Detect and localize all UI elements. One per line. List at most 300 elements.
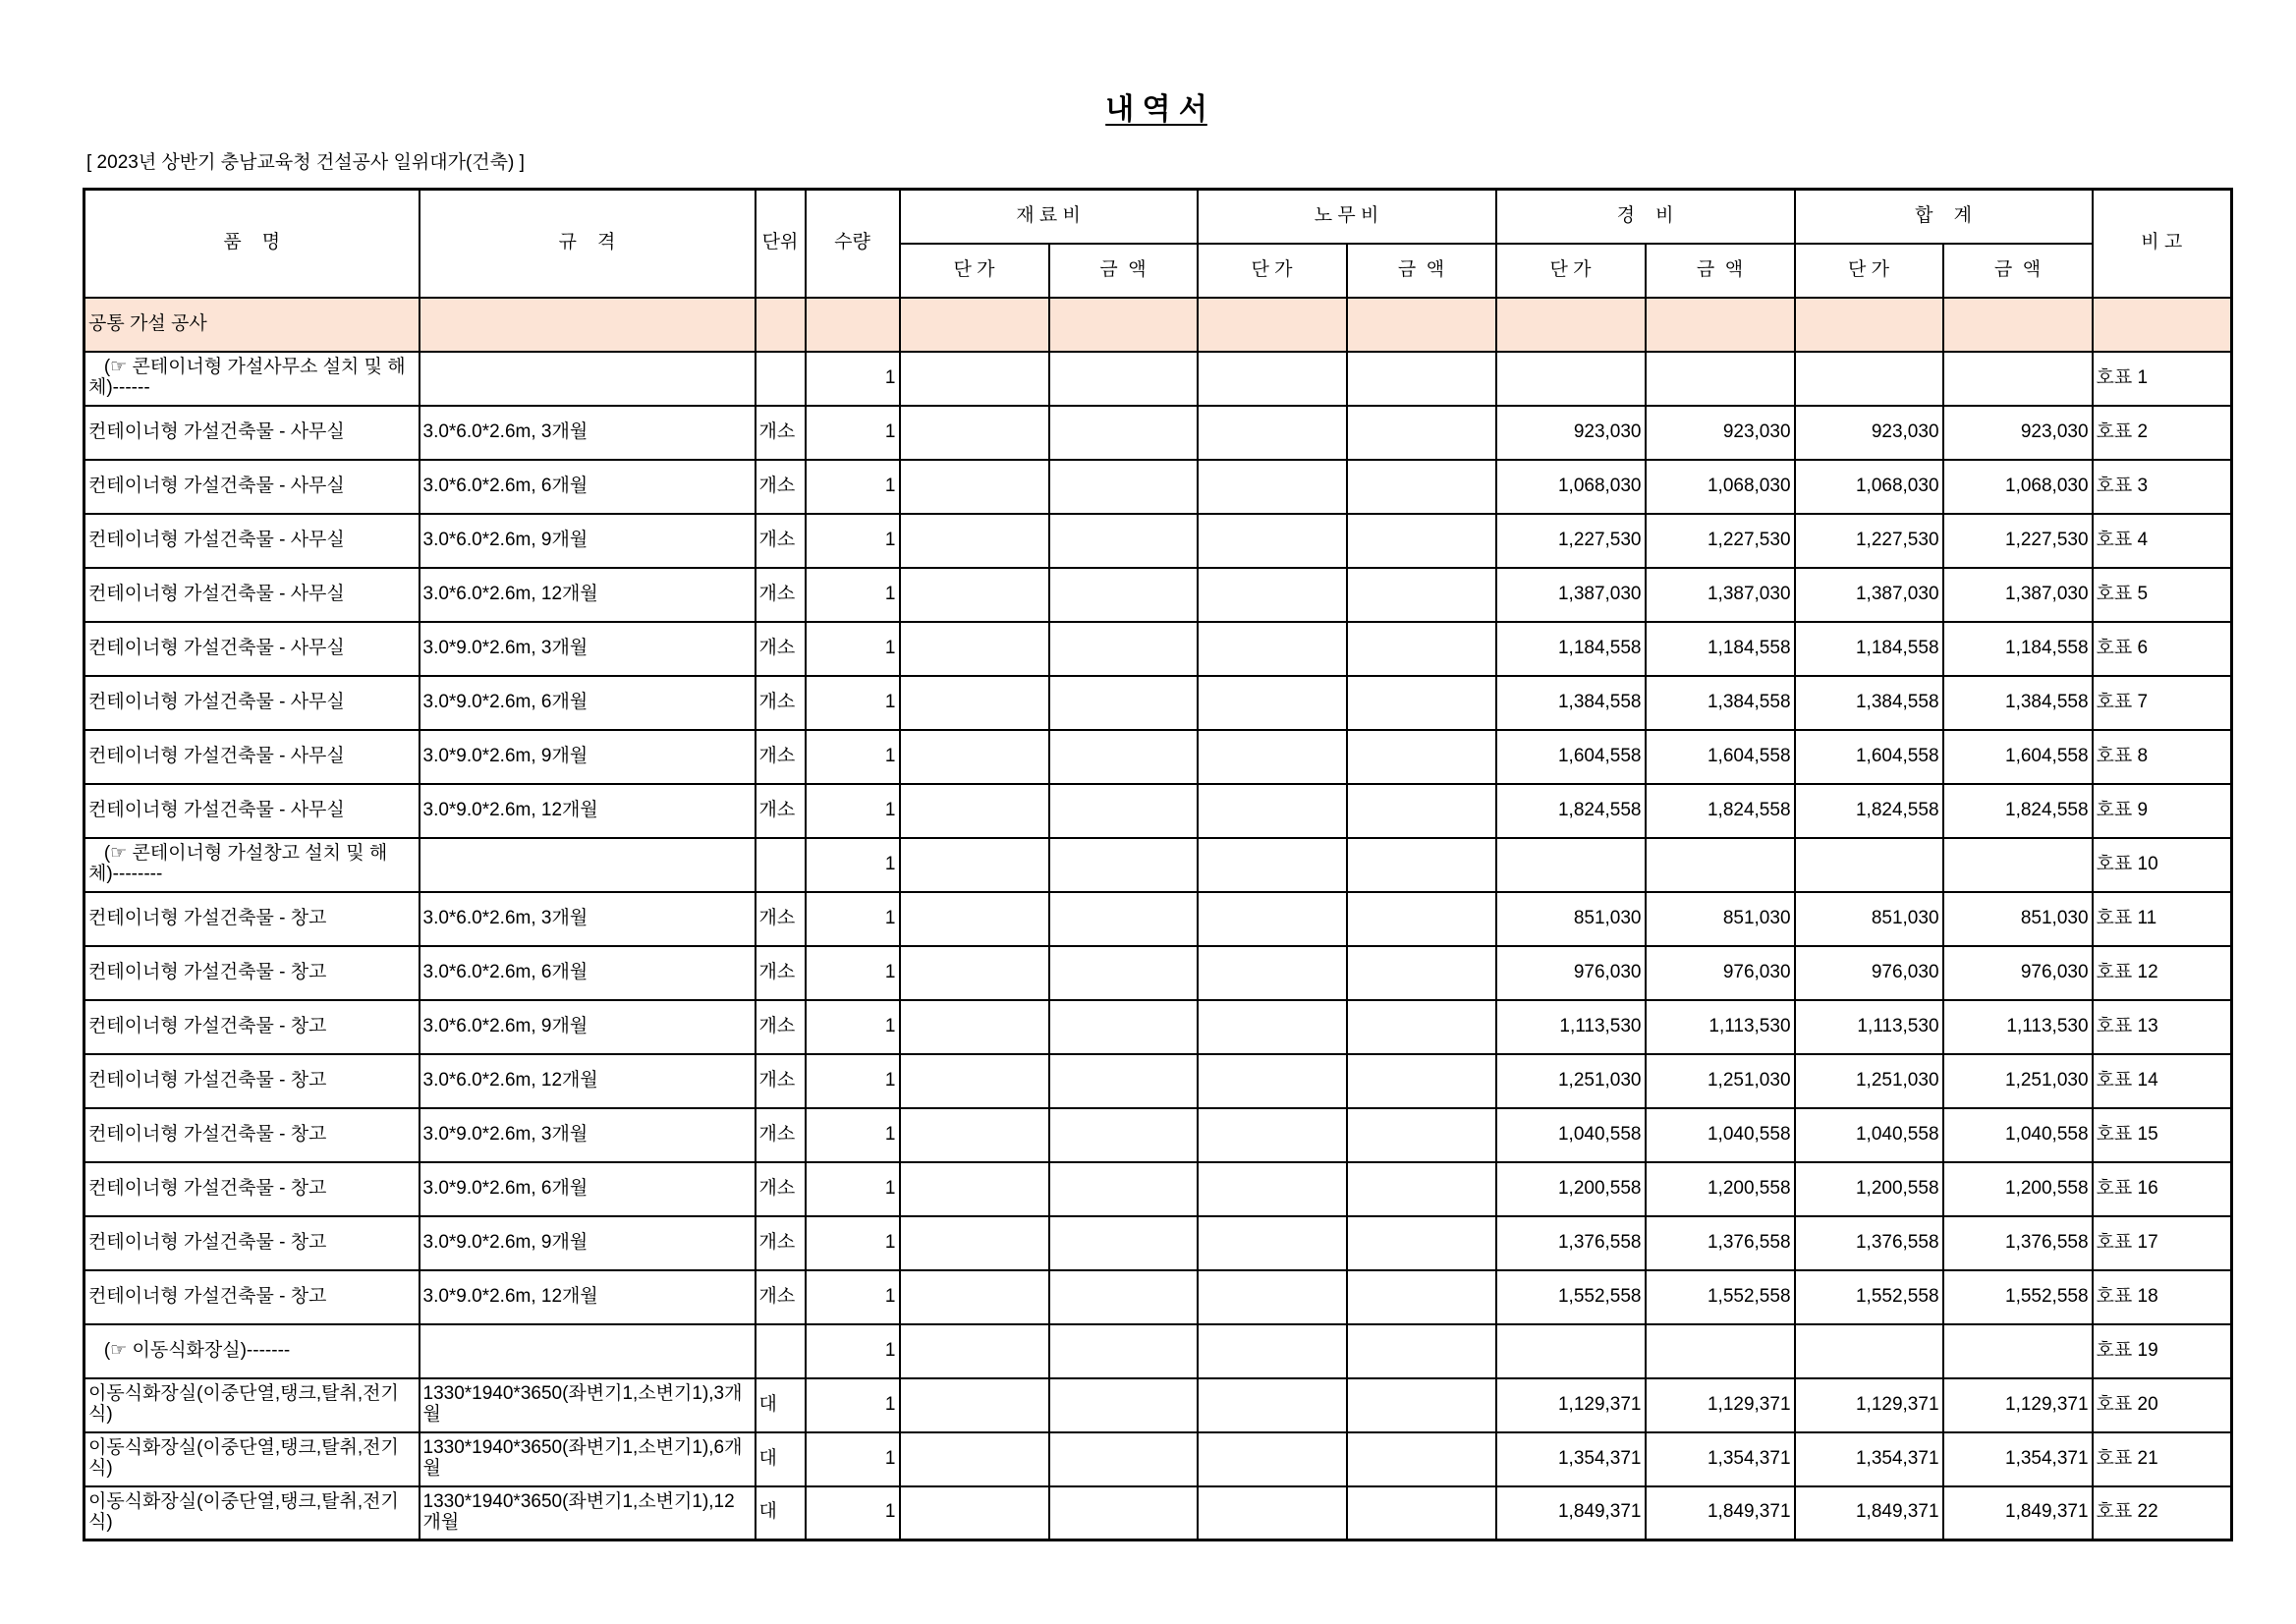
header-name: 품 명: [84, 190, 420, 298]
cell-name: 컨테이너형 가설건축물 - 창고: [84, 1108, 420, 1162]
cell-expense-amount: 1,849,371: [1646, 1486, 1795, 1540]
cell-total-amount: 1,040,558: [1943, 1108, 2093, 1162]
cell-material-price: [900, 1054, 1049, 1108]
cell-total-price: 851,030: [1795, 892, 1943, 946]
cell-expense-amount: 1,387,030: [1646, 568, 1795, 622]
table-row: [84, 514, 2232, 568]
cell-unit: [756, 1324, 806, 1378]
section-title: 공통 가설 공사: [84, 298, 420, 352]
header-unit: 단위: [756, 190, 806, 298]
cell-labor-price: [1198, 676, 1347, 730]
cell-expense-price: 1,376,558: [1496, 1216, 1646, 1270]
cell-remark: 호표 1: [2093, 352, 2232, 406]
cell-expense-amount: [1646, 352, 1795, 406]
cell-unit: [756, 352, 806, 406]
cell-remark: 호표 16: [2093, 1162, 2232, 1216]
cell-expense-price: [1496, 352, 1646, 406]
section-cell: [1347, 298, 1496, 352]
cell-expense-price: 1,849,371: [1496, 1486, 1646, 1540]
cell-labor-price: [1198, 784, 1347, 838]
cell-unit: 개소: [756, 1054, 806, 1108]
cell-material-amount: [1049, 1000, 1198, 1054]
cell-qty: 1: [806, 1324, 900, 1378]
cell-labor-price: [1198, 1162, 1347, 1216]
cell-labor-price: [1198, 1270, 1347, 1324]
cell-name: 컨테이너형 가설건축물 - 창고: [84, 1216, 420, 1270]
cell-expense-price: [1496, 838, 1646, 892]
cell-material-price: [900, 1162, 1049, 1216]
cell-material-amount: [1049, 1108, 1198, 1162]
cell-name: 컨테이너형 가설건축물 - 사무실: [84, 730, 420, 784]
cell-name: 컨테이너형 가설건축물 - 사무실: [84, 676, 420, 730]
cell-labor-price: [1198, 352, 1347, 406]
table-row: [84, 1162, 2232, 1216]
cell-total-price: [1795, 352, 1943, 406]
cell-labor-price: [1198, 1486, 1347, 1540]
cell-spec: [420, 1324, 756, 1378]
cell-expense-amount: 923,030: [1646, 406, 1795, 460]
cell-expense-price: 1,129,371: [1496, 1378, 1646, 1432]
cell-name: 이동식화장실(이중단열,탱크,탈취,전기식): [84, 1432, 420, 1486]
cell-material-price: [900, 1324, 1049, 1378]
cell-remark: 호표 2: [2093, 406, 2232, 460]
cell-spec: 3.0*9.0*2.6m, 9개월: [420, 1216, 756, 1270]
cell-name: (☞ 콘테이너형 가설사무소 설치 및 해체)------: [84, 352, 420, 406]
cell-material-amount: [1049, 568, 1198, 622]
cell-remark: 호표 7: [2093, 676, 2232, 730]
header-total-unit-price: 단 가: [1795, 244, 1943, 298]
cell-labor-amount: [1347, 514, 1496, 568]
cell-expense-amount: 1,824,558: [1646, 784, 1795, 838]
header-expense-amount: 금 액: [1646, 244, 1795, 298]
cell-total-amount: 1,251,030: [1943, 1054, 2093, 1108]
cell-labor-amount: [1347, 568, 1496, 622]
cell-total-price: 1,384,558: [1795, 676, 1943, 730]
cell-total-amount: 1,824,558: [1943, 784, 2093, 838]
cell-material-price: [900, 946, 1049, 1000]
cell-material-amount: [1049, 514, 1198, 568]
cell-spec: 3.0*6.0*2.6m, 6개월: [420, 946, 756, 1000]
cell-name: 컨테이너형 가설건축물 - 사무실: [84, 514, 420, 568]
cell-labor-amount: [1347, 730, 1496, 784]
cell-total-amount: 1,849,371: [1943, 1486, 2093, 1540]
cell-unit: 개소: [756, 568, 806, 622]
table-row: [84, 1270, 2232, 1324]
cell-name: 이동식화장실(이중단열,탱크,탈취,전기식): [84, 1378, 420, 1432]
cell-remark: 호표 17: [2093, 1216, 2232, 1270]
header-qty: 수량: [806, 190, 900, 298]
cell-qty: 1: [806, 514, 900, 568]
header-labor: 노 무 비: [1198, 190, 1496, 244]
cell-material-price: [900, 892, 1049, 946]
cell-total-price: 1,184,558: [1795, 622, 1943, 676]
cell-expense-price: 1,251,030: [1496, 1054, 1646, 1108]
cell-total-amount: 851,030: [1943, 892, 2093, 946]
cell-expense-amount: 1,376,558: [1646, 1216, 1795, 1270]
cell-total-price: 1,040,558: [1795, 1108, 1943, 1162]
cell-expense-amount: [1646, 838, 1795, 892]
cell-labor-price: [1198, 1000, 1347, 1054]
cell-labor-price: [1198, 406, 1347, 460]
cell-material-amount: [1049, 1378, 1198, 1432]
cell-labor-price: [1198, 460, 1347, 514]
cell-total-amount: 1,200,558: [1943, 1162, 2093, 1216]
header-material-amount: 금 액: [1049, 244, 1198, 298]
cell-labor-price: [1198, 1054, 1347, 1108]
cell-qty: 1: [806, 838, 900, 892]
cell-material-amount: [1049, 892, 1198, 946]
cell-unit: 개소: [756, 730, 806, 784]
cell-expense-amount: 851,030: [1646, 892, 1795, 946]
cell-material-amount: [1049, 730, 1198, 784]
cell-spec: 1330*1940*3650(좌변기1,소변기1),6개월: [420, 1432, 756, 1486]
table-row: [84, 1000, 2232, 1054]
cell-name: 컨테이너형 가설건축물 - 사무실: [84, 406, 420, 460]
cell-qty: 1: [806, 1432, 900, 1486]
table-row: [84, 1486, 2232, 1540]
cell-total-amount: 1,354,371: [1943, 1432, 2093, 1486]
cell-material-amount: [1049, 1216, 1198, 1270]
table-row: [84, 622, 2232, 676]
header-labor-unit-price: 단 가: [1198, 244, 1347, 298]
cell-unit: 대: [756, 1378, 806, 1432]
cost-breakdown-table: [83, 188, 2233, 1541]
cell-qty: 1: [806, 1000, 900, 1054]
section-cell: [1943, 298, 2093, 352]
section-cell: [1049, 298, 1198, 352]
cell-material-amount: [1049, 1270, 1198, 1324]
cell-labor-amount: [1347, 406, 1496, 460]
section-cell: [420, 298, 756, 352]
cell-unit: 개소: [756, 892, 806, 946]
cell-labor-price: [1198, 838, 1347, 892]
cell-spec: 1330*1940*3650(좌변기1,소변기1),12개월: [420, 1486, 756, 1540]
cell-labor-price: [1198, 892, 1347, 946]
cell-qty: 1: [806, 1108, 900, 1162]
header-expense-unit-price: 단 가: [1496, 244, 1646, 298]
cell-total-price: 1,068,030: [1795, 460, 1943, 514]
cell-total-price: 1,376,558: [1795, 1216, 1943, 1270]
cell-total-amount: 923,030: [1943, 406, 2093, 460]
table-row: [84, 730, 2232, 784]
cell-expense-amount: 1,068,030: [1646, 460, 1795, 514]
header-expense: 경 비: [1496, 190, 1795, 244]
cell-unit: 개소: [756, 676, 806, 730]
cell-total-price: 1,227,530: [1795, 514, 1943, 568]
header-material-unit-price: 단 가: [900, 244, 1049, 298]
cell-total-price: [1795, 838, 1943, 892]
cell-qty: 1: [806, 784, 900, 838]
cell-material-price: [900, 622, 1049, 676]
cell-qty: 1: [806, 676, 900, 730]
cell-unit: 개소: [756, 1270, 806, 1324]
cell-labor-amount: [1347, 460, 1496, 514]
header-remark: 비 고: [2093, 190, 2232, 298]
cell-expense-amount: 1,184,558: [1646, 622, 1795, 676]
cell-qty: 1: [806, 892, 900, 946]
cell-expense-price: 1,552,558: [1496, 1270, 1646, 1324]
cell-total-price: 1,604,558: [1795, 730, 1943, 784]
cell-expense-amount: 1,040,558: [1646, 1108, 1795, 1162]
cell-name: 컨테이너형 가설건축물 - 사무실: [84, 568, 420, 622]
cell-remark: 호표 8: [2093, 730, 2232, 784]
section-cell: [806, 298, 900, 352]
cell-labor-price: [1198, 946, 1347, 1000]
cell-labor-price: [1198, 1378, 1347, 1432]
section-cell: [2093, 298, 2232, 352]
table-row: [84, 676, 2232, 730]
cell-material-price: [900, 838, 1049, 892]
cell-labor-amount: [1347, 1000, 1496, 1054]
header-labor-amount: 금 액: [1347, 244, 1496, 298]
cell-name: 컨테이너형 가설건축물 - 창고: [84, 1054, 420, 1108]
cell-spec: 3.0*6.0*2.6m, 6개월: [420, 460, 756, 514]
cell-material-price: [900, 352, 1049, 406]
cell-material-amount: [1049, 784, 1198, 838]
cell-total-amount: 1,604,558: [1943, 730, 2093, 784]
cell-remark: 호표 6: [2093, 622, 2232, 676]
cell-labor-amount: [1347, 1108, 1496, 1162]
cell-spec: 3.0*6.0*2.6m, 9개월: [420, 1000, 756, 1054]
section-cell: [756, 298, 806, 352]
cell-spec: 3.0*9.0*2.6m, 12개월: [420, 1270, 756, 1324]
cell-total-price: 1,129,371: [1795, 1378, 1943, 1432]
cell-material-amount: [1049, 1054, 1198, 1108]
cell-total-amount: 1,068,030: [1943, 460, 2093, 514]
cell-name: 컨테이너형 가설건축물 - 사무실: [84, 622, 420, 676]
cell-remark: 호표 13: [2093, 1000, 2232, 1054]
table-row: [84, 838, 2232, 892]
cell-material-amount: [1049, 1162, 1198, 1216]
cell-expense-price: 1,200,558: [1496, 1162, 1646, 1216]
cell-labor-amount: [1347, 1054, 1496, 1108]
cell-name: 컨테이너형 가설건축물 - 창고: [84, 892, 420, 946]
cell-labor-amount: [1347, 784, 1496, 838]
cell-expense-amount: 1,200,558: [1646, 1162, 1795, 1216]
cell-name: (☞ 콘테이너형 가설창고 설치 및 해체)--------: [84, 838, 420, 892]
cell-spec: 3.0*6.0*2.6m, 12개월: [420, 1054, 756, 1108]
table-row: [84, 1324, 2232, 1378]
cell-labor-price: [1198, 622, 1347, 676]
table-row: [84, 1054, 2232, 1108]
cell-name: 컨테이너형 가설건축물 - 창고: [84, 1162, 420, 1216]
cell-material-price: [900, 568, 1049, 622]
cell-material-amount: [1049, 622, 1198, 676]
cell-labor-amount: [1347, 1432, 1496, 1486]
cell-remark: 호표 11: [2093, 892, 2232, 946]
cell-total-amount: 1,184,558: [1943, 622, 2093, 676]
item-rows: [84, 352, 2232, 1540]
cell-material-price: [900, 1378, 1049, 1432]
cell-total-amount: 1,384,558: [1943, 676, 2093, 730]
cell-name: (☞ 이동식화장실)-------: [84, 1324, 420, 1378]
cell-material-price: [900, 514, 1049, 568]
cell-remark: 호표 3: [2093, 460, 2232, 514]
cell-total-price: 1,552,558: [1795, 1270, 1943, 1324]
cell-unit: [756, 838, 806, 892]
cell-spec: 3.0*6.0*2.6m, 9개월: [420, 514, 756, 568]
cell-material-price: [900, 406, 1049, 460]
cell-qty: 1: [806, 406, 900, 460]
cell-unit: 개소: [756, 946, 806, 1000]
cell-material-amount: [1049, 946, 1198, 1000]
cell-unit: 개소: [756, 1000, 806, 1054]
cell-labor-amount: [1347, 1378, 1496, 1432]
cell-labor-price: [1198, 1324, 1347, 1378]
cell-name: 컨테이너형 가설건축물 - 창고: [84, 946, 420, 1000]
cell-spec: 3.0*9.0*2.6m, 6개월: [420, 1162, 756, 1216]
cell-remark: 호표 21: [2093, 1432, 2232, 1486]
table-row: [84, 1216, 2232, 1270]
header-row-1: [84, 190, 2232, 244]
cell-qty: 1: [806, 460, 900, 514]
cell-material-price: [900, 676, 1049, 730]
cell-total-amount: 1,376,558: [1943, 1216, 2093, 1270]
header-spec: 규 격: [420, 190, 756, 298]
cell-total-amount: 1,552,558: [1943, 1270, 2093, 1324]
cell-unit: 개소: [756, 406, 806, 460]
cell-expense-price: 976,030: [1496, 946, 1646, 1000]
cell-material-amount: [1049, 406, 1198, 460]
cell-material-amount: [1049, 1432, 1198, 1486]
table-row: [84, 568, 2232, 622]
cell-unit: 개소: [756, 622, 806, 676]
cell-total-amount: 1,129,371: [1943, 1378, 2093, 1432]
cell-labor-amount: [1347, 1162, 1496, 1216]
cell-material-price: [900, 784, 1049, 838]
cell-material-amount: [1049, 352, 1198, 406]
cell-qty: 1: [806, 946, 900, 1000]
cell-total-price: 976,030: [1795, 946, 1943, 1000]
cell-unit: 개소: [756, 460, 806, 514]
cell-qty: 1: [806, 1054, 900, 1108]
cell-labor-price: [1198, 1432, 1347, 1486]
cell-remark: 호표 22: [2093, 1486, 2232, 1540]
cell-spec: 3.0*9.0*2.6m, 9개월: [420, 730, 756, 784]
cell-unit: 개소: [756, 784, 806, 838]
cell-spec: 3.0*9.0*2.6m, 3개월: [420, 1108, 756, 1162]
cell-expense-price: 1,113,530: [1496, 1000, 1646, 1054]
cell-expense-price: [1496, 1324, 1646, 1378]
cell-unit: 개소: [756, 514, 806, 568]
cell-labor-price: [1198, 1108, 1347, 1162]
cell-remark: 호표 18: [2093, 1270, 2232, 1324]
cell-total-price: 1,251,030: [1795, 1054, 1943, 1108]
cell-remark: 호표 19: [2093, 1324, 2232, 1378]
cell-name: 컨테이너형 가설건축물 - 사무실: [84, 784, 420, 838]
cell-spec: [420, 838, 756, 892]
header-material: 재 료 비: [900, 190, 1198, 244]
cell-remark: 호표 9: [2093, 784, 2232, 838]
cell-expense-price: 1,040,558: [1496, 1108, 1646, 1162]
cell-total-price: [1795, 1324, 1943, 1378]
cell-labor-amount: [1347, 1324, 1496, 1378]
cell-name: 컨테이너형 가설건축물 - 사무실: [84, 460, 420, 514]
cell-expense-price: 1,227,530: [1496, 514, 1646, 568]
cell-material-amount: [1049, 1324, 1198, 1378]
cell-remark: 호표 10: [2093, 838, 2232, 892]
cell-remark: 호표 12: [2093, 946, 2232, 1000]
cell-labor-price: [1198, 514, 1347, 568]
cell-expense-price: 851,030: [1496, 892, 1646, 946]
cell-expense-amount: 1,354,371: [1646, 1432, 1795, 1486]
cell-labor-price: [1198, 1216, 1347, 1270]
cell-qty: 1: [806, 1486, 900, 1540]
table-row: [84, 1378, 2232, 1432]
cell-total-amount: [1943, 1324, 2093, 1378]
cell-labor-amount: [1347, 946, 1496, 1000]
cell-spec: [420, 352, 756, 406]
cell-labor-amount: [1347, 622, 1496, 676]
cell-total-price: 923,030: [1795, 406, 1943, 460]
table-row: [84, 784, 2232, 838]
cell-qty: 1: [806, 1216, 900, 1270]
cell-total-price: 1,824,558: [1795, 784, 1943, 838]
cell-labor-amount: [1347, 838, 1496, 892]
document-subtitle: [ 2023년 상반기 충남교육청 건설공사 일위대가(건축) ]: [86, 152, 525, 173]
cell-material-price: [900, 1216, 1049, 1270]
cell-expense-price: 1,068,030: [1496, 460, 1646, 514]
cell-total-price: 1,113,530: [1795, 1000, 1943, 1054]
cell-expense-amount: 1,552,558: [1646, 1270, 1795, 1324]
cell-unit: 대: [756, 1432, 806, 1486]
cell-labor-amount: [1347, 892, 1496, 946]
cell-qty: 1: [806, 1162, 900, 1216]
cell-material-amount: [1049, 460, 1198, 514]
cell-total-amount: 1,227,530: [1943, 514, 2093, 568]
section-cell: [1646, 298, 1795, 352]
cell-expense-amount: 1,604,558: [1646, 730, 1795, 784]
cell-material-amount: [1049, 1486, 1198, 1540]
table-row: [84, 1108, 2232, 1162]
cell-expense-amount: [1646, 1324, 1795, 1378]
cell-labor-price: [1198, 568, 1347, 622]
cell-total-amount: 976,030: [1943, 946, 2093, 1000]
cell-expense-amount: 1,384,558: [1646, 676, 1795, 730]
cell-spec: 3.0*6.0*2.6m, 3개월: [420, 406, 756, 460]
cell-material-price: [900, 1108, 1049, 1162]
section-cell: [1795, 298, 1943, 352]
cell-total-amount: 1,387,030: [1943, 568, 2093, 622]
cell-qty: 1: [806, 1378, 900, 1432]
cell-material-price: [900, 1432, 1049, 1486]
cell-spec: 3.0*9.0*2.6m, 6개월: [420, 676, 756, 730]
table-row: [84, 1432, 2232, 1486]
cell-name: 컨테이너형 가설건축물 - 창고: [84, 1000, 420, 1054]
cell-material-price: [900, 1270, 1049, 1324]
cell-labor-amount: [1347, 1216, 1496, 1270]
cell-spec: 3.0*9.0*2.6m, 3개월: [420, 622, 756, 676]
cell-material-price: [900, 1000, 1049, 1054]
cell-expense-amount: 1,251,030: [1646, 1054, 1795, 1108]
cell-expense-price: 1,354,371: [1496, 1432, 1646, 1486]
cell-qty: 1: [806, 730, 900, 784]
cell-expense-price: 1,604,558: [1496, 730, 1646, 784]
cell-spec: 3.0*9.0*2.6m, 12개월: [420, 784, 756, 838]
cell-unit: 개소: [756, 1108, 806, 1162]
section-cell: [900, 298, 1049, 352]
cell-spec: 3.0*6.0*2.6m, 3개월: [420, 892, 756, 946]
cell-labor-amount: [1347, 1270, 1496, 1324]
cell-total-price: 1,200,558: [1795, 1162, 1943, 1216]
cell-spec: 3.0*6.0*2.6m, 12개월: [420, 568, 756, 622]
cell-unit: 개소: [756, 1216, 806, 1270]
table-row: [84, 406, 2232, 460]
cell-material-amount: [1049, 838, 1198, 892]
cell-material-price: [900, 460, 1049, 514]
section-row: [84, 298, 2232, 352]
cell-material-amount: [1049, 676, 1198, 730]
